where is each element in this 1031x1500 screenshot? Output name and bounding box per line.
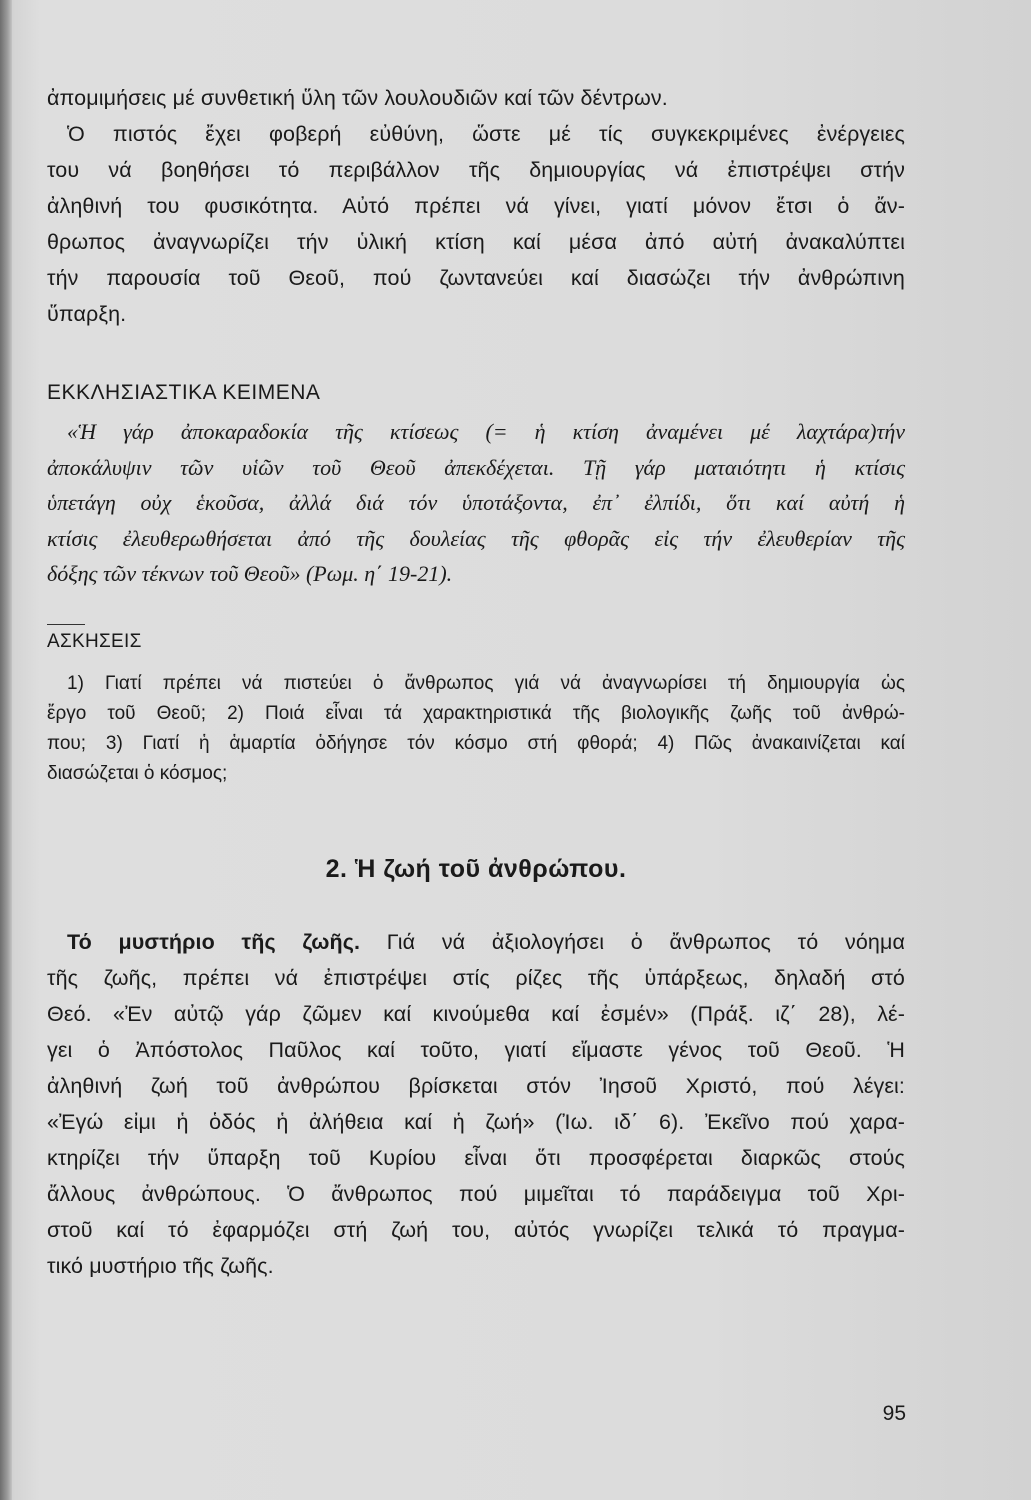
life-mystery-paragraph	[47, 924, 905, 1284]
exercises-list	[47, 669, 905, 789]
body-line: γει ὁ Ἀπόστολος Παῦλος καί τοῦτο, γιατί εἴμαστε γένος τοῦ Θεοῦ. Ἡ	[47, 1037, 905, 1062]
body-line: τῆς ζωῆς, πρέπει νά ἐπιστρέψει στίς ρίζες τῆς ὑπάρξεως, δηλαδή στό	[47, 965, 905, 990]
page-content	[47, 80, 905, 1284]
body-line: «Ἐγώ εἰμι ἡ ὁδός ἡ ἀλήθεια καί ἡ ζωή» (Ἰω. ιδ΄ 6). Ἐκεῖνο πού χαρα-	[47, 1109, 905, 1134]
body-line: Θεό. «Ἐν αὐτῷ γάρ ζῶμεν καί κινούμεθα καί ἐσμέν» (Πράξ. ιζ΄ 28), λέ-	[47, 1001, 905, 1026]
paragraph-lead: Τό μυστήριο τῆς ζωῆς.	[67, 929, 361, 954]
intro-line: τήν παρουσία τοῦ Θεοῦ, πού ζωντανεύει καί διασώζει τήν ἀνθρώπινη	[47, 266, 905, 290]
quote-line: ὑπετάγη οὐχ ἑκοῦσα, ἀλλά διά τόν ὑποτάξοντα, ἐπ᾽ ἐλπίδι, ὅτι καί αὐτή ἡ	[47, 490, 905, 515]
intro-line: ἀπομιμήσεις μέ συνθετική ὕλη τῶν λουλουδιῶν καί τῶν δέντρων.	[47, 86, 668, 110]
exercise-line: διασώζεται ὁ κόσμος;	[47, 762, 228, 784]
paragraph-first-line-rest: Γιά νά ἀξιολογήσει ὁ ἄνθρωπος τό νόημα	[360, 929, 905, 954]
quote-line: ἀποκάλυψιν τῶν υἱῶν τοῦ Θεοῦ ἀπεκδέχεται. Τῇ γάρ ματαιότητι ἡ κτίσις	[47, 454, 905, 480]
intro-line: ἀληθινή του φυσικότητα. Αὐτό πρέπει νά γίνει, γιατί μόνον ἔτσι ὁ ἄν-	[47, 194, 905, 218]
section-divider	[47, 624, 85, 625]
body-line: ἀληθινή ζωή τοῦ ἀνθρώπου βρίσκεται στόν Ἰησοῦ Χριστό, πού λέγει:	[47, 1073, 905, 1098]
intro-line: θρωπος ἀναγνωρίζει τήν ὑλική κτίση καί μέσα ἀπό αὐτή ἀνακαλύπτει	[47, 230, 905, 254]
quote-line: κτίσις ἐλευθερωθήσεται ἀπό τῆς δουλείας τῆς φθορᾶς εἰς τήν ἐλευθερίαν τῆς	[47, 525, 905, 551]
quote-line: «Ἡ γάρ ἀποκαραδοκία τῆς κτίσεως (= ἡ κτίση ἀναμένει μέ λαχτάρα)τήν	[67, 419, 905, 444]
body-first-line	[47, 924, 905, 960]
book-spine-shadow	[0, 0, 12, 1500]
quote-line: δόξης τῶν τέκνων τοῦ Θεοῦ» (Ρωμ. η΄ 19-21).	[47, 561, 453, 586]
intro-line: ὕπαρξη.	[47, 302, 127, 326]
intro-paragraph	[47, 80, 905, 332]
chapter-title: 2. Ἡ ζωή τοῦ ἀνθρώπου.	[325, 854, 627, 883]
body-line: στοῦ καί τό ἐφαρμόζει στή ζωή του, αὐτός γνωρίζει τελικά τό πραγμα-	[47, 1217, 905, 1242]
scripture-quote	[47, 414, 905, 592]
page-number: 95	[882, 1402, 906, 1425]
exercises-heading: ΑΣΚΗΣΕΙΣ	[47, 630, 142, 652]
exercise-line: που; 3) Γιατί ἡ ἁμαρτία ὁδήγησε τόν κόσμο στή φθορά; 4) Πῶς ἀνακαινίζεται καί	[47, 732, 905, 754]
body-line: τικό μυστήριο τῆς ζωῆς.	[47, 1253, 274, 1278]
body-line: κτηρίζει τήν ὕπαρξη τοῦ Κυρίου εἶναι ὅτι προσφέρεται διαρκῶς στούς	[47, 1145, 905, 1170]
body-line: ἄλλους ἀνθρώπους. Ὁ ἄνθρωπος πού μιμεῖται τό παράδειγμα τοῦ Χρι-	[47, 1181, 905, 1206]
intro-line: Ὁ πιστός ἔχει φοβερή εὐθύνη, ὥστε μέ τίς συγκεκριμένες ἐνέργειες	[67, 122, 905, 146]
church-texts-heading: ΕΚΚΛΗΣΙΑΣΤΙΚΑ ΚΕΙΜΕΝΑ	[47, 381, 321, 404]
intro-line: του νά βοηθήσει τό περιβάλλον τῆς δημιουργίας νά ἐπιστρέψει στήν	[47, 158, 905, 182]
exercise-line: ἔργο τοῦ Θεοῦ; 2) Ποιά εἶναι τά χαρακτηριστικά τῆς βιολογικῆς ζωῆς τοῦ ἀνθρώ-	[47, 702, 905, 724]
exercise-line: 1) Γιατί πρέπει νά πιστεύει ὁ ἄνθρωπος γιά νά ἀναγνωρίσει τή δημιουργία ὡς	[67, 672, 905, 694]
